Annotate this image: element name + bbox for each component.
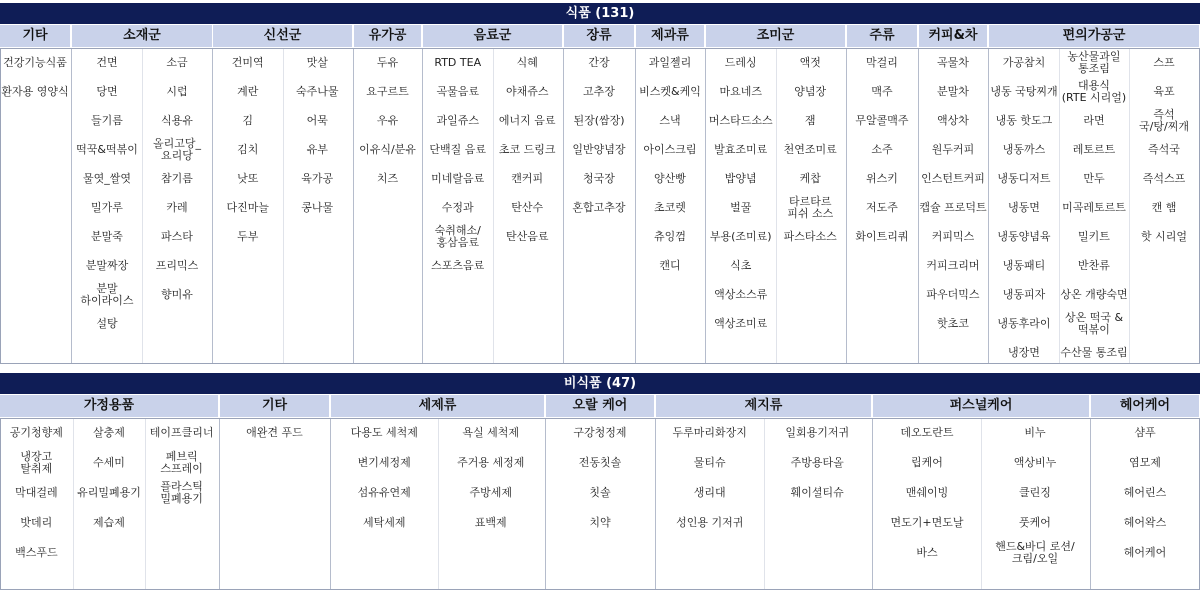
category-item: 식초	[730, 258, 752, 272]
category-item: 전동칫솔	[578, 456, 622, 469]
category-item: 마요네즈	[719, 84, 762, 98]
category-item: 설탕	[96, 316, 118, 330]
food-title: 식품 (131)	[0, 3, 1200, 24]
category-item: 면도기+면도날	[890, 516, 964, 529]
category-item: 훼이셜티슈	[790, 486, 844, 499]
category-item: 주방용타올	[790, 456, 844, 469]
category-item: 곡물차	[937, 55, 969, 69]
category-item: 인스턴트커피	[921, 171, 985, 185]
category-item: 캔 햄	[1151, 200, 1177, 214]
category-item: 소금	[166, 55, 188, 69]
category-item: 치약	[589, 516, 611, 529]
category-item: 식혜	[516, 55, 538, 69]
category-item: 향미유	[161, 287, 193, 301]
category-item: 미네랄음료	[431, 171, 485, 185]
category-item: 야채쥬스	[505, 84, 549, 98]
category-item: 바스	[916, 546, 938, 559]
category-item: 된장(쌈장)	[573, 113, 625, 127]
category-item: 냉장고 탈취제	[20, 450, 53, 475]
category-item: 핸드&바디 로션/ 크림/오일	[995, 540, 1075, 565]
category-item: 참기름	[161, 171, 193, 185]
category-item: 테이프클리너	[149, 426, 214, 439]
food-section	[0, 3, 1200, 364]
category-item: 액젓	[799, 55, 821, 69]
category-item: 스포츠음료	[431, 258, 485, 272]
category-item: 수정과	[441, 200, 474, 214]
category-item: 냉동 국탕찌개	[990, 84, 1058, 98]
category-item: 냉동피자	[1002, 287, 1046, 301]
group-header: 커피&차	[919, 25, 987, 47]
category-item: 파우더믹스	[926, 287, 980, 301]
category-item: 클린징	[1019, 486, 1051, 499]
category-item: 캔커피	[511, 171, 544, 185]
category-item: 냉동면	[1008, 200, 1040, 214]
category-item: 스프	[1153, 55, 1175, 69]
group-header: 주류	[847, 25, 917, 47]
nonfood-title: 비식품 (47)	[0, 373, 1200, 394]
group-header: 신선군	[213, 25, 352, 47]
category-item: 분말죽	[91, 229, 123, 243]
category-item: 공기청향제	[9, 426, 63, 439]
category-item: 제습제	[93, 516, 125, 529]
category-item: 잼	[804, 113, 816, 127]
category-item: 시럽	[166, 84, 188, 98]
category-item: 낫또	[237, 171, 259, 185]
category-item: 헤어왁스	[1123, 516, 1167, 529]
food-group-headers	[0, 24, 1200, 48]
category-item: 김	[242, 113, 254, 127]
category-item: 수산물 통조림	[1060, 345, 1128, 359]
category-item: 냉동양념육	[997, 229, 1051, 243]
category-item: 비누	[1024, 426, 1046, 439]
category-item: 분말 하이라이스	[80, 281, 134, 307]
category-item: 우유	[376, 113, 399, 127]
category-item: 이유식/분유	[359, 142, 416, 156]
category-item: 올리고당_ 요리당	[152, 136, 201, 162]
category-item: 표백제	[474, 516, 507, 529]
category-item: 혼합고추장	[572, 200, 626, 214]
category-item: 샴푸	[1134, 426, 1156, 439]
category-item: 물엿_쌀엿	[82, 171, 131, 185]
category-item: 에너지 음료	[498, 113, 556, 127]
category-item: 풋케어	[1019, 516, 1051, 529]
category-item: 떡꾹&떡볶이	[76, 142, 138, 156]
category-item: 성인용 기저귀	[676, 516, 744, 529]
category-item: 파스타	[161, 229, 193, 243]
category-item: 프리믹스	[155, 258, 199, 272]
category-item: 막걸리	[866, 55, 898, 69]
category-item: 머스타드소스	[708, 113, 773, 127]
group-header: 제지류	[656, 395, 871, 417]
category-item: 김치	[237, 142, 259, 156]
category-item: 간장	[588, 55, 610, 69]
category-item: 유부	[306, 142, 328, 156]
category-item: 플라스틱 밀폐용기	[160, 480, 203, 505]
category-item: RTD TEA	[434, 55, 482, 69]
category-item: 페브릭 스프레이	[160, 450, 203, 475]
category-item: 커피크리머	[926, 258, 980, 272]
category-item: 애완견 푸드	[246, 426, 303, 439]
category-item: 섬유유연제	[357, 486, 411, 499]
group-header: 소재군	[72, 25, 212, 47]
category-item: 스낵	[659, 113, 681, 127]
category-item: 발효조미료	[714, 142, 768, 156]
category-item: 과일젤리	[648, 55, 692, 69]
category-item: 살충제	[93, 426, 125, 439]
category-item: 커피믹스	[931, 229, 975, 243]
category-item: 건면	[96, 55, 118, 69]
category-item: 상온 떡국 & 떡볶이	[1064, 310, 1124, 336]
category-item: 건미역	[231, 55, 264, 69]
category-item: 요구르트	[366, 84, 409, 98]
category-item: 두유	[376, 55, 399, 69]
category-item: 숙취해소/ 홍삼음료	[434, 223, 481, 249]
category-item: 맛살	[306, 55, 328, 69]
group-header: 헤어케어	[1091, 395, 1199, 417]
category-item: 다진마늘	[226, 200, 269, 214]
category-item: 단백질 음료	[429, 142, 487, 156]
category-item: 밧데리	[20, 516, 53, 529]
category-item: 백스푸드	[15, 546, 58, 559]
category-item: 캔디	[659, 258, 681, 272]
category-item: 환자용 영양식	[1, 84, 69, 98]
group-header: 기타	[0, 25, 70, 47]
category-item: 생리대	[693, 486, 726, 499]
category-item: 냉동패티	[1002, 258, 1046, 272]
category-item: 무알콜맥주	[855, 113, 909, 127]
category-item: 카레	[166, 200, 188, 214]
category-item: 천연조미료	[783, 142, 837, 156]
group-header: 유가공	[354, 25, 421, 47]
category-item: 대용식 (RTE 시리얼)	[1061, 78, 1127, 104]
category-item: 분말짜장	[85, 258, 129, 272]
category-item: 콩나물	[301, 200, 334, 214]
category-item: 헤어린스	[1123, 486, 1167, 499]
category-item: 비스켓&케익	[639, 84, 701, 98]
category-item: 저도주	[866, 200, 898, 214]
category-item: 냉장면	[1008, 345, 1040, 359]
category-item: 주방세제	[469, 486, 512, 499]
category-item: 양산빵	[654, 171, 686, 185]
category-item: 핫초코	[937, 316, 969, 330]
group-header: 편의가공군	[989, 25, 1199, 47]
category-item: 케찹	[799, 171, 821, 185]
category-item: 어묵	[306, 113, 328, 127]
category-item: 일반양념장	[572, 142, 626, 156]
category-item: 들기름	[91, 113, 123, 127]
category-item: 고추장	[583, 84, 615, 98]
category-item: 타르타르 피쉬 소스	[787, 194, 834, 220]
group-header: 조미군	[706, 25, 845, 47]
category-item: 곡물음료	[436, 84, 479, 98]
category-item: 미곡레토르트	[1062, 200, 1126, 214]
category-item: 육가공	[301, 171, 334, 185]
category-item: 헤어케어	[1123, 546, 1167, 559]
category-item: 벌꿀	[730, 200, 752, 214]
category-item: 두부	[237, 229, 259, 243]
category-item: 밥양념	[724, 171, 757, 185]
category-item: 파스타소스	[783, 229, 837, 243]
category-item: 막대걸레	[15, 486, 58, 499]
nonfood-section	[0, 373, 1200, 590]
group-header: 음료군	[423, 25, 562, 47]
category-item: 츄잉껌	[654, 229, 686, 243]
category-item: 탄산음료	[505, 229, 549, 243]
category-item: 드레싱	[724, 55, 757, 69]
group-header: 오랄 케어	[546, 395, 654, 417]
category-item: 일회용기저귀	[785, 426, 850, 439]
category-item: 과일쥬스	[436, 113, 479, 127]
group-header: 가정용품	[0, 395, 218, 417]
category-item: 냉동까스	[1002, 142, 1046, 156]
category-item: 변기세정제	[357, 456, 411, 469]
category-item: 계란	[237, 84, 259, 98]
category-item: 부용(조미료)	[709, 229, 772, 243]
category-item: 액상차	[937, 113, 969, 127]
category-item: 다용도 세척제	[350, 426, 418, 439]
category-item: 밀키트	[1078, 229, 1110, 243]
category-item: 만두	[1083, 171, 1105, 185]
category-item: 아이스크림	[643, 142, 697, 156]
category-item: 즉석 국/탕/찌개	[1139, 107, 1189, 133]
group-header: 퍼스널케어	[873, 395, 1089, 417]
category-item: 상온 개량숙면	[1060, 287, 1128, 301]
category-item: 즉석국	[1148, 142, 1180, 156]
category-item: 치즈	[376, 171, 399, 185]
category-item: 핫 시리얼	[1140, 229, 1187, 243]
category-item: 냉동 핫도그	[995, 113, 1053, 127]
category-item: 소주	[871, 142, 893, 156]
category-item: 액상비누	[1013, 456, 1057, 469]
category-item: 레토르트	[1072, 142, 1116, 156]
category-item: 맨쉐이빙	[905, 486, 949, 499]
category-item: 라면	[1083, 113, 1105, 127]
section-border	[0, 48, 1200, 364]
category-item: 탄산수	[511, 200, 544, 214]
category-item: 캡슐 프로덕트	[919, 200, 987, 214]
category-item: 염모제	[1129, 456, 1161, 469]
category-item: 맥주	[871, 84, 893, 98]
category-item: 유리밀폐용기	[77, 486, 141, 499]
category-item: 초코 드링크	[498, 142, 556, 156]
category-item: 초코렛	[654, 200, 686, 214]
category-item: 욕실 세척제	[462, 426, 520, 439]
category-item: 양념장	[794, 84, 827, 98]
category-item: 숙주나물	[295, 84, 339, 98]
category-item: 화이트리쿼	[855, 229, 909, 243]
category-item: 농산물과일 통조림	[1067, 49, 1121, 75]
category-item: 데오도란트	[900, 426, 954, 439]
nonfood-group-columns	[0, 418, 1200, 590]
category-item: 주거용 세정제	[457, 456, 525, 469]
category-item: 물티슈	[693, 456, 726, 469]
group-header: 세제류	[331, 395, 544, 417]
category-item: 육포	[1153, 84, 1175, 98]
category-item: 즉석스프	[1142, 171, 1186, 185]
section-border	[0, 418, 1200, 590]
category-item: 냉동후라이	[997, 316, 1051, 330]
category-item: 건강기능식품	[3, 55, 67, 69]
group-header: 제과류	[636, 25, 704, 47]
category-item: 냉동디저트	[997, 171, 1051, 185]
category-item: 분말차	[937, 84, 969, 98]
category-item: 수세미	[93, 456, 125, 469]
category-item: 위스키	[866, 171, 898, 185]
group-header: 장류	[564, 25, 634, 47]
category-item: 밀가루	[91, 200, 123, 214]
category-item: 액상소스류	[714, 287, 768, 301]
category-item: 반찬류	[1078, 258, 1110, 272]
group-header: 기타	[220, 395, 329, 417]
nonfood-group-headers	[0, 394, 1200, 418]
category-item: 구강청정제	[573, 426, 627, 439]
food-group-columns	[0, 48, 1200, 364]
category-item: 식용유	[161, 113, 193, 127]
category-item: 액상조미료	[714, 316, 768, 330]
category-item: 칫솔	[589, 486, 611, 499]
category-item: 청국장	[583, 171, 615, 185]
category-item: 립케어	[911, 456, 943, 469]
category-item: 가공참치	[1002, 55, 1046, 69]
category-item: 세탁세제	[362, 516, 406, 529]
category-item: 당면	[96, 84, 118, 98]
category-item: 원두커피	[931, 142, 975, 156]
category-item: 두루마리화장지	[672, 426, 747, 439]
